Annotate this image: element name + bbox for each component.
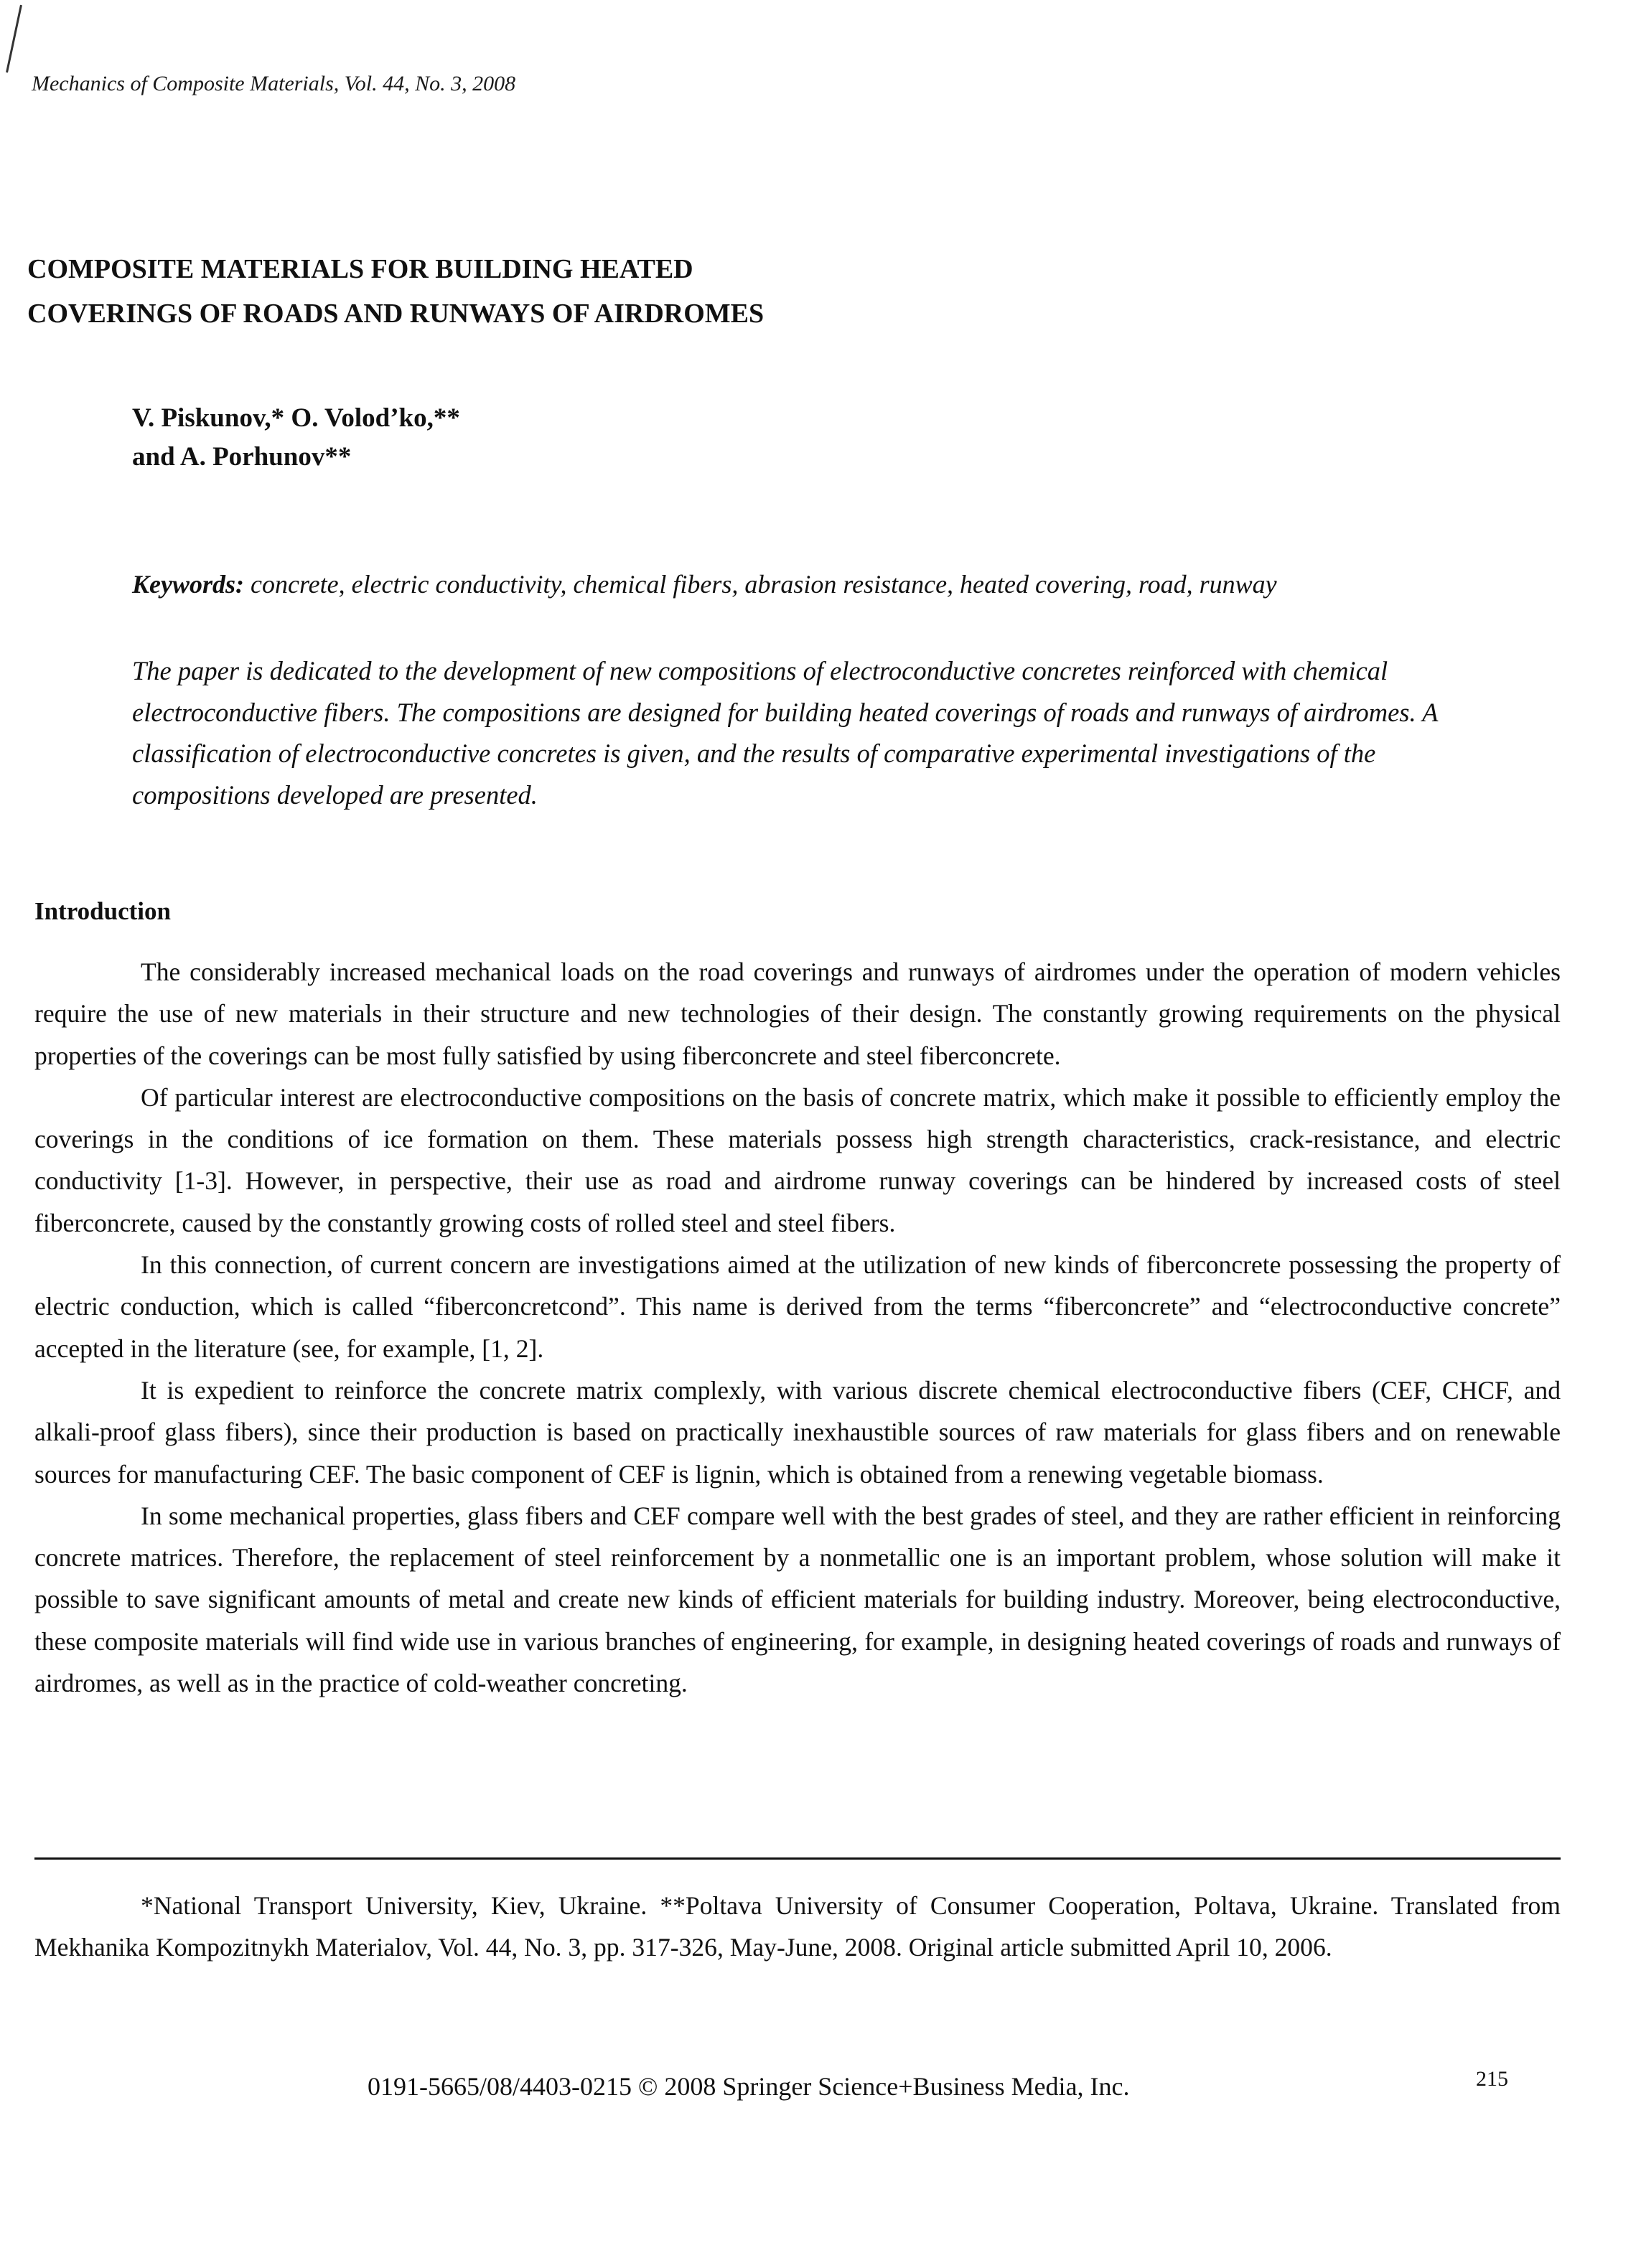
abstract: The paper is dedicated to the development of new compositions of electroconductive concretes reinforced with chemical electroconductive fibers. The compositions are designed for building heated coverings of roads and runways of airdromes. A classification of electroconductive concretes is given, and the results of comparative experimental investigations of the compositions developed are presented. bbox=[132, 656, 1438, 810]
page-number: 215 bbox=[1476, 2067, 1508, 2091]
scan-mark bbox=[6, 5, 22, 73]
authors-line-1: V. Piskunov,* O. Volod’ko,** bbox=[132, 403, 460, 433]
keywords bbox=[132, 567, 1496, 601]
keywords-label: Keywords: bbox=[132, 570, 244, 599]
paragraph: Of particular interest are electroconductive compositions on the basis of concrete matrix, which make it possible to efficiently employ the coverings in the conditions of ice formation on them. These materials possess high strength characteristics, crack-resistance, and electric conductivity [1-3]. However, in perspective, their use as road and airdrome runway coverings can be hindered by increased costs of steel fiberconcrete, caused by the constantly growing costs of rolled steel and steel fibers. bbox=[34, 1082, 1561, 1237]
authors-line-2: and A. Porhunov** bbox=[132, 442, 352, 472]
keywords-text: concrete, electric conductivity, chemical fibers, abrasion resistance, heated covering, road, runway bbox=[244, 570, 1277, 599]
section-heading-introduction: Introduction bbox=[34, 897, 171, 925]
authors bbox=[132, 399, 460, 477]
footnote-text: *National Transport University, Kiev, Ukraine. **Poltava University of Consumer Cooperation, Poltava, Ukraine. Translated from Mekhanika Kompozitnykh Materialov, Vol. 44, No. 3, pp. 317-326, May-June, 2008. Original article submitted April 10, 2006. bbox=[34, 1891, 1561, 1962]
footnote bbox=[34, 1885, 1561, 1968]
paragraph: In this connection, of current concern are investigations aimed at the utilization of new kinds of fiberconcrete possessing the property of electric conduction, which is called “fiberconcretcond”. This name is derived from the terms “fiberconcrete” and “electroconductive concrete” accepted in the literature (see, for example, [1, 2]. bbox=[34, 1250, 1561, 1363]
journal-header: Mechanics of Composite Materials, Vol. 44, No. 3, 2008 bbox=[32, 72, 516, 95]
paragraph: The considerably increased mechanical loads on the road coverings and runways of airdromes under the operation of modern vehicles require the use of new materials in their structure and new technologies of their design. The constantly growing requirements on the physical properties of the coverings can be most fully satisfied by using fiberconcrete and steel fiberconcrete. bbox=[34, 957, 1561, 1070]
footnote-divider bbox=[34, 1857, 1561, 1860]
copyright-line: 0191-5665/08/4403-0215 © 2008 Springer Science+Business Media, Inc. bbox=[368, 2072, 1130, 2101]
paragraph: In some mechanical properties, glass fibers and CEF compare well with the best grades of steel, and they are rather efficient in reinforcing concrete matrices. Therefore, the replacement of steel reinforcement by a nonmetallic one is an important problem, whose solution will make it possible to save significant amounts of metal and create new kinds of efficient materials for building industry. Moreover, being electroconductive, these composite materials will find wide use in various branches of engineering, for example, in designing heated coverings of roads and runways of airdromes, as well as in the practice of cold-weather concreting. bbox=[34, 1501, 1561, 1698]
article-title bbox=[27, 247, 764, 336]
introduction-body bbox=[34, 951, 1561, 1704]
title-line-2: COVERINGS OF ROADS AND RUNWAYS OF AIRDROMES bbox=[27, 299, 765, 329]
paragraph: It is expedient to reinforce the concrete matrix complexly, with various discrete chemical electroconductive fibers (CEF, CHCF, and alkali-proof glass fibers), since their production is based on practically inexhaustible sources of raw materials for glass fibers and on renewable sources for manufacturing CEF. The basic component of CEF is lignin, which is obtained from a renewing vegetable biomass. bbox=[34, 1375, 1561, 1489]
title-line-1: COMPOSITE MATERIALS FOR BUILDING HEATED bbox=[27, 254, 693, 284]
